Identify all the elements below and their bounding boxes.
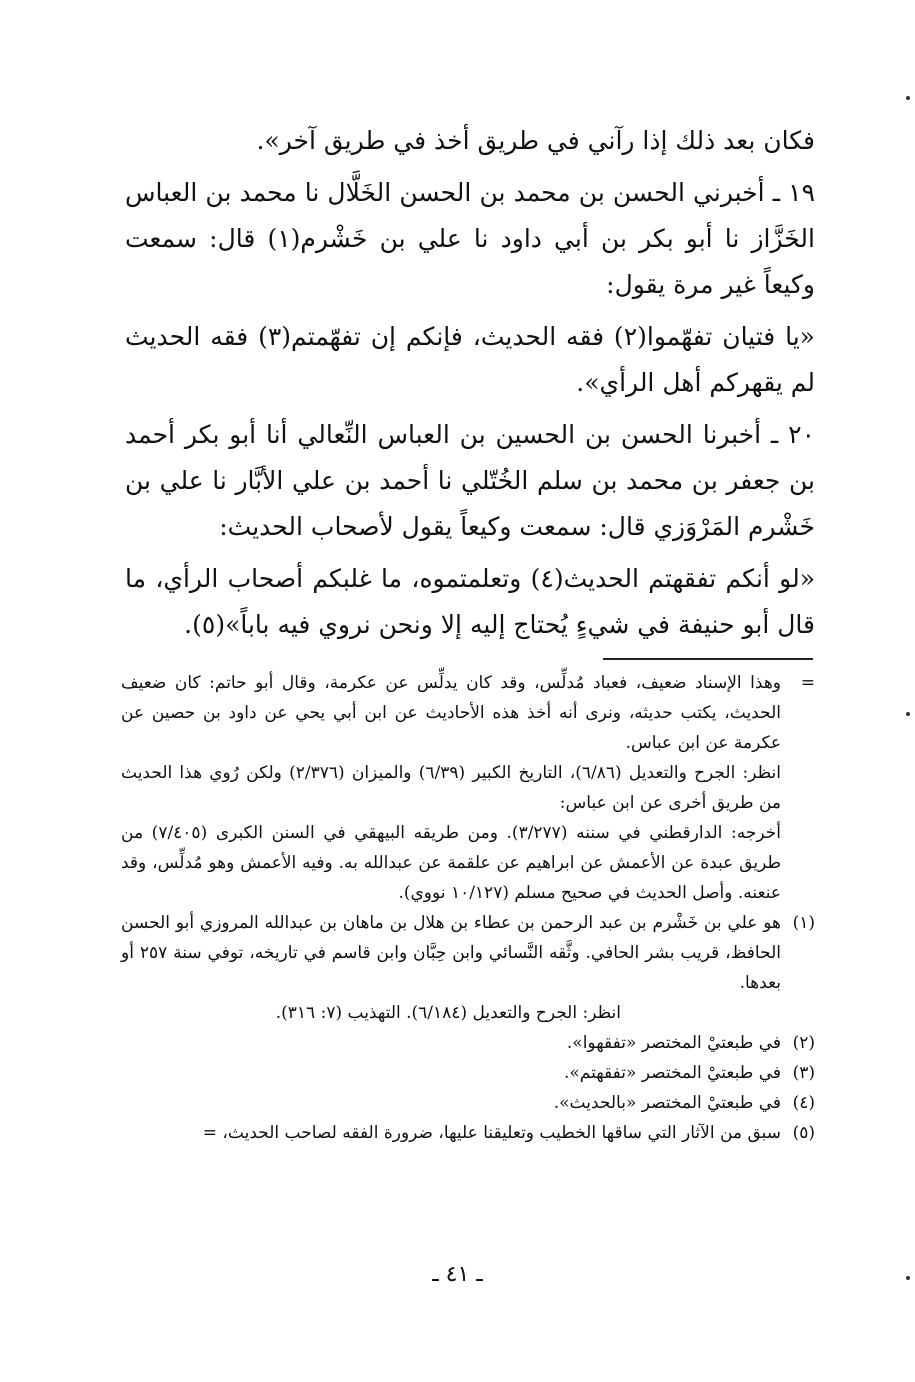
footnote-3-mark: (٣) [792,1063,815,1083]
footnote-2-text: في طبعتيْ المختصر «تفقهوا». [566,1033,781,1053]
paragraph-quote-1: «يا فتيان تفهّموا(٢) فقه الحديث، فإنكم إن تفهّمتم(٣) فقه الحديث لم يقهركم أهل الرأي». [125,322,815,397]
continuation-line-3: أخرجه: الدارقطني في سننه (٣/٢٧٧). ومن طريقه البيهقي في السنن الكبرى (٧/٤٠٥) من طريق عبدة عن الأعمش عن ابراهيم عن علقمة عن عبدالله به. وفيه الأعمش وهو مُدلِّس، وقد عنعنه. وأصل الحديث في صحيح مسلم (١٠/١٢٧ نووي). [121,823,781,903]
footnote-1-mark: (١) [792,913,815,933]
footnote-1-text: هو علي بن خَشْرم بن عبد الرحمن بن عطاء بن هلال بن ماهان بن عبدالله المروزي أبو الحسن الحافظ، قريب بشر الحافي. وثَّقه النَّسائي وابن حِبَّان وابن قاسم في تاريخه، توفي سنة ٢٥٧ أو بعدها. [121,913,781,993]
footnote-3 [121,1058,815,1088]
footnote-separator [603,658,813,660]
footnote-4-mark: (٤) [792,1093,815,1113]
footnote-5-mark: (٥) [792,1123,815,1143]
main-text [125,118,815,654]
page-number: ـ ٤١ ـ [432,1262,483,1287]
footnote-1-reference: انظر: الجرح والتعديل (٦/١٨٤). التهذيب (٧: ٣١٦). [275,1003,621,1023]
paragraph-quote-2: «لو أنكم تفقهتم الحديث(٤) وتعلمتموه، ما غلبكم أصحاب الرأي، ما قال أبو حنيفة في شيءٍ يُحتاج إليه إلا ونحن نروي فيه باباً»(٥). [125,564,816,639]
paragraph-19: ١٩ ـ أخبرني الحسن بن محمد بن الحسن الخَلَّال نا محمد بن العباس الخَزَّاز نا أبو بكر بن أبي داود نا علي بن خَشْرم(١) قال: سمعت وكيعاً غير مرة يقول: [125,178,815,299]
scan-speck [906,712,910,716]
scan-speck [906,1276,910,1280]
scan-speck [906,96,910,100]
continuation-line-1: وهذا الإسناد ضعيف، فعباد مُدلِّس، وقد كان يدلِّس عن عكرمة، وقال أبو حاتم: كان ضعيف الحديث، يكتب حديثه، ونرى أنه أخذ هذه الأحاديث عن ابن أبي يحي عن داود بن حصين عن عكرمة عن ابن عباس. [121,673,781,753]
paragraph-20: ٢٠ ـ أخبرنا الحسن بن الحسين بن العباس النِّعالي أنا أبو بكر أحمد بن جعفر بن محمد بن سلم الخُتّلي نا أحمد بن علي الأبَّار نا علي بن خَشْرم المَرْوَزي قال: سمعت وكيعاً يقول لأصحاب الحديث: [125,420,815,541]
footnote-1 [121,908,815,1028]
continuation-line-2: انظر: الجرح والتعديل (٦/٨٦)، التاريخ الكبير (٦/٣٩) والميزان (٢/٣٧٦) ولكن رُوي هذا الحديث من طريق أخرى عن ابن عباس: [121,763,782,813]
paragraph-1: فكان بعد ذلك إذا رآني في طريق أخذ في طريق آخر». [256,126,815,155]
footnote-2-mark: (٢) [792,1033,815,1053]
footnote-5 [121,1118,815,1148]
footnote-continuation [121,668,815,908]
footnote-5-text: سبق من الآثار التي ساقها الخطيب وتعليقنا عليها، ضرورة الفقه لصاحب الحديث، = [202,1123,781,1143]
footnotes [121,668,815,1148]
continuation-mark: = [800,673,815,693]
footnote-4-text: في طبعتيْ المختصر «بالحديث». [553,1093,781,1113]
footnote-2 [121,1028,815,1058]
footnote-4 [121,1088,815,1118]
footnote-3-text: في طبعتيْ المختصر «تفقهتم». [563,1063,781,1083]
